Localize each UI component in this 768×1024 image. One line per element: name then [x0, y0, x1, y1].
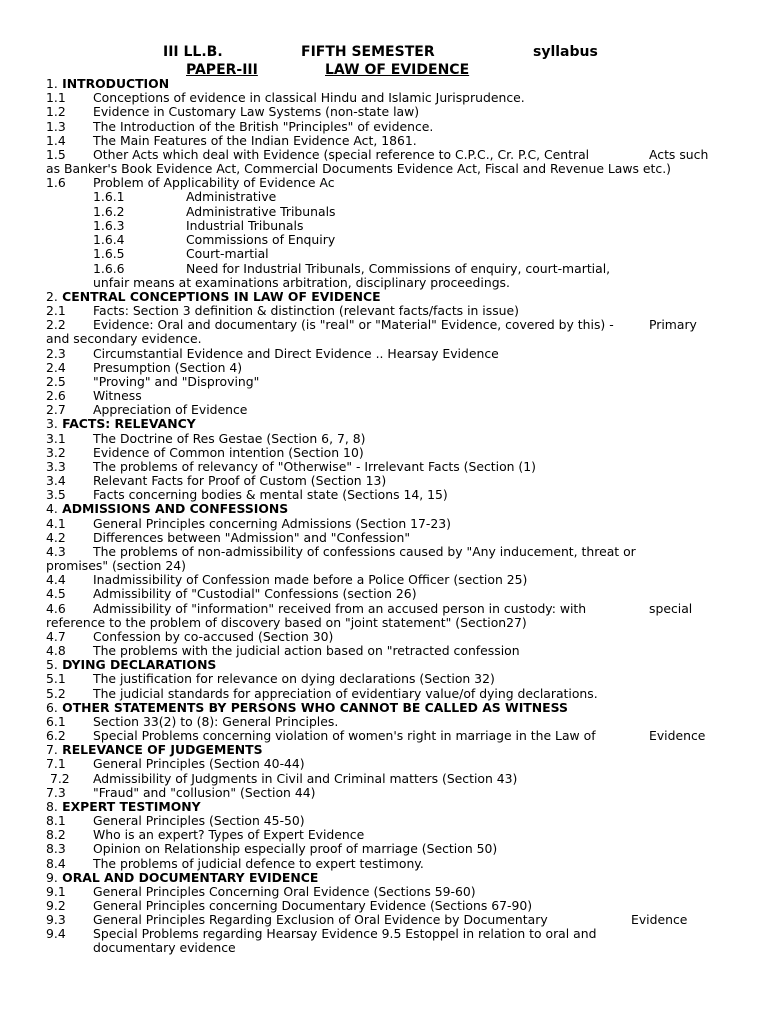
item-number: 3.5 [46, 487, 66, 502]
item-text: Circumstantial Evidence and Direct Evidence .. Hearsay Evidence [93, 346, 499, 361]
section-heading [46, 701, 568, 715]
item-number: 1.2 [46, 104, 66, 119]
item-text: General Principles Regarding Exclusion of Oral Evidence by Documentary [93, 912, 548, 927]
item-number: 4.4 [46, 572, 66, 587]
item-text: Opinion on Relationship especially proof of marriage (Section 50) [93, 841, 498, 856]
item-text: Admissibility of "information" received from an accused person in custody: with [93, 601, 587, 616]
item-text: Admissibility of "Custodial" Confessions (section 26) [93, 586, 417, 601]
item-continuation: and secondary evidence. [46, 331, 202, 346]
section-number: 1. [46, 76, 58, 91]
subitem-number: 1.6.2 [93, 204, 125, 219]
section-number: 9. [46, 870, 58, 885]
item-text: Admissibility of Judgments in Civil and Criminal matters (Section 43) [93, 771, 518, 786]
item-text: Inadmissibility of Confession made before a Police Officer (section 25) [93, 572, 528, 587]
section-heading [46, 800, 201, 814]
item-text-right: Primary [649, 317, 697, 332]
document-type: syllabus [533, 44, 598, 60]
item-text: The problems of judicial defence to expert testimony. [93, 856, 424, 871]
item-number: 6.2 [46, 728, 66, 743]
subitem-number: 1.6.4 [93, 232, 125, 247]
subitem-text: Administrative [186, 189, 277, 204]
syllabus-item [46, 729, 722, 743]
item-number: 4.3 [46, 544, 66, 559]
section-heading [46, 417, 196, 431]
subitem-text: Court-martial [186, 246, 269, 261]
subitem-text: Administrative Tribunals [186, 204, 336, 219]
item-number: 5.1 [46, 671, 66, 686]
item-number: 2.4 [46, 360, 66, 375]
item-text: The problems with the judicial action based on "retracted confession [93, 643, 520, 658]
section-title: OTHER STATEMENTS BY PERSONS WHO CANNOT BE CALLED AS WITNESS [62, 700, 568, 715]
item-text: Special Problems regarding Hearsay Evidence 9.5 Estoppel in relation to oral and [93, 926, 597, 941]
item-number: 6.1 [46, 714, 66, 729]
item-number: 5.2 [46, 686, 66, 701]
item-number: 2.5 [46, 374, 66, 389]
section-number: 5. [46, 657, 58, 672]
item-number: 9.2 [46, 898, 66, 913]
section-title: INTRODUCTION [62, 76, 170, 91]
item-number: 4.2 [46, 530, 66, 545]
item-number: 8.3 [46, 841, 66, 856]
subitem-continuation: unfair means at examinations arbitration, disciplinary proceedings. [93, 275, 510, 290]
item-number: 9.3 [46, 912, 66, 927]
item-number: 2.3 [46, 346, 66, 361]
item-number: 8.2 [46, 827, 66, 842]
syllabus-item [46, 913, 722, 927]
item-text: The Doctrine of Res Gestae (Section 6, 7, 8) [93, 431, 366, 446]
section-title: DYING DECLARATIONS [62, 657, 217, 672]
section-number: 4. [46, 501, 58, 516]
item-text: Other Acts which deal with Evidence (special reference to C.P.C., Cr. P.C, Central [93, 147, 590, 162]
course-title: III LL.B. [163, 44, 223, 60]
item-text: General Principles Concerning Oral Evidence (Sections 59-60) [93, 884, 476, 899]
item-text: Problem of Applicability of Evidence Ac [93, 175, 335, 190]
subitem-number: 1.6.5 [93, 246, 125, 261]
item-number: 1.4 [46, 133, 66, 148]
item-text: Relevant Facts for Proof of Custom (Section 13) [93, 473, 387, 488]
item-number: 9.4 [46, 926, 66, 941]
item-text: Evidence of Common intention (Section 10) [93, 445, 364, 460]
item-number: 7.1 [46, 756, 66, 771]
item-continuation: promises" (section 24) [46, 558, 186, 573]
item-number: 2.1 [46, 303, 66, 318]
item-text: The Main Features of the Indian Evidence Act, 1861. [93, 133, 417, 148]
item-text: Who is an expert? Types of Expert Evidence [93, 827, 365, 842]
item-text-right: Acts such [649, 147, 709, 162]
syllabus-item [46, 148, 722, 162]
semester-title: FIFTH SEMESTER [301, 44, 435, 60]
subitem-text: Need for Industrial Tribunals, Commissions of enquiry, court-martial, [186, 261, 611, 276]
section-number: 6. [46, 700, 58, 715]
item-text: Evidence: Oral and documentary (is "real" or "Material" Evidence, covered by this) - [93, 317, 614, 332]
section-heading [46, 290, 381, 304]
section-title: RELEVANCE OF JUDGEMENTS [62, 742, 263, 757]
item-text: Facts: Section 3 definition & distinction (relevant facts/facts in issue) [93, 303, 519, 318]
section-title: ORAL AND DOCUMENTARY EVIDENCE [62, 870, 319, 885]
subitem-number: 1.6.6 [93, 261, 125, 276]
item-continuation: documentary evidence [93, 940, 236, 955]
item-number: 2.2 [46, 317, 66, 332]
item-number: 9.1 [46, 884, 66, 899]
item-number: 3.4 [46, 473, 66, 488]
section-heading [46, 871, 318, 885]
item-text: Facts concerning bodies & mental state (Sections 14, 15) [93, 487, 448, 502]
item-continuation: as Banker's Book Evidence Act, Commercial Documents Evidence Act, Fiscal and Revenue Laws etc.) [46, 161, 671, 176]
syllabus-item [46, 602, 722, 616]
item-number: 3.2 [46, 445, 66, 460]
subitem-number: 1.6.1 [93, 189, 125, 204]
item-number: 2.7 [46, 402, 66, 417]
item-text: General Principles concerning Admissions (Section 17-23) [93, 516, 451, 531]
section-number: 8. [46, 799, 58, 814]
item-number: 4.1 [46, 516, 66, 531]
item-text: General Principles concerning Documentary Evidence (Sections 67-90) [93, 898, 533, 913]
item-text-right: special [649, 601, 693, 616]
item-text: Witness [93, 388, 142, 403]
section-heading [46, 502, 288, 516]
item-text: General Principles (Section 40-44) [93, 756, 305, 771]
item-number: 4.8 [46, 643, 66, 658]
section-title: CENTRAL CONCEPTIONS IN LAW OF EVIDENCE [62, 289, 381, 304]
item-number: 8.4 [46, 856, 66, 871]
item-text: The Introduction of the British "Principles" of evidence. [93, 119, 434, 134]
item-text-right: Evidence [649, 728, 706, 743]
item-number: 2.6 [46, 388, 66, 403]
section-number: 7. [46, 742, 58, 757]
item-text: The problems of relevancy of "Otherwise" - Irrelevant Facts (Section (1) [93, 459, 536, 474]
item-text: Section 33(2) to (8): General Principles. [93, 714, 339, 729]
item-number: 7.3 [46, 785, 66, 800]
subitem-number: 1.6.3 [93, 218, 125, 233]
item-number: 3.3 [46, 459, 66, 474]
item-number: 4.5 [46, 586, 66, 601]
syllabus-item [46, 318, 722, 332]
item-number: 1.5 [46, 147, 66, 162]
item-text: Evidence in Customary Law Systems (non-state law) [93, 104, 420, 119]
item-number: 1.1 [46, 90, 66, 105]
paper-number: PAPER-III [186, 62, 258, 78]
section-number: 3. [46, 416, 58, 431]
paper-subject: LAW OF EVIDENCE [325, 62, 470, 78]
item-text: Differences between "Admission" and "Confession" [93, 530, 411, 545]
section-title: EXPERT TESTIMONY [62, 799, 201, 814]
section-title: FACTS: RELEVANCY [62, 416, 196, 431]
section-heading [46, 77, 169, 91]
subitem-text: Commissions of Enquiry [186, 232, 336, 247]
item-number: 8.1 [46, 813, 66, 828]
item-text: Presumption (Section 4) [93, 360, 243, 375]
item-text: Appreciation of Evidence [93, 402, 248, 417]
item-number: 1.6 [46, 175, 66, 190]
item-text: The problems of non-admissibility of confessions caused by "Any inducement, threat or [93, 544, 636, 559]
section-number: 2. [46, 289, 58, 304]
item-text-right: Evidence [631, 912, 688, 927]
item-number: 7.2 [46, 771, 70, 786]
item-text: The judicial standards for appreciation of evidentiary value/of dying declarations. [93, 686, 598, 701]
item-number: 1.3 [46, 119, 66, 134]
item-text: "Fraud" and "collusion" (Section 44) [93, 785, 316, 800]
subitem-text: Industrial Tribunals [186, 218, 304, 233]
item-text: "Proving" and "Disproving" [93, 374, 260, 389]
item-number: 4.6 [46, 601, 66, 616]
item-continuation: reference to the problem of discovery based on "joint statement" (Section27) [46, 615, 527, 630]
section-title: ADMISSIONS AND CONFESSIONS [62, 501, 289, 516]
item-number: 3.1 [46, 431, 66, 446]
item-text: Special Problems concerning violation of women's right in marriage in the Law of [93, 728, 596, 743]
section-heading [46, 743, 263, 757]
item-text: The justification for relevance on dying declarations (Section 32) [93, 671, 495, 686]
item-number: 4.7 [46, 629, 66, 644]
section-heading [46, 658, 216, 672]
item-text: Confession by co-accused (Section 30) [93, 629, 334, 644]
item-text: General Principles (Section 45-50) [93, 813, 305, 828]
item-text: Conceptions of evidence in classical Hindu and Islamic Jurisprudence. [93, 90, 525, 105]
